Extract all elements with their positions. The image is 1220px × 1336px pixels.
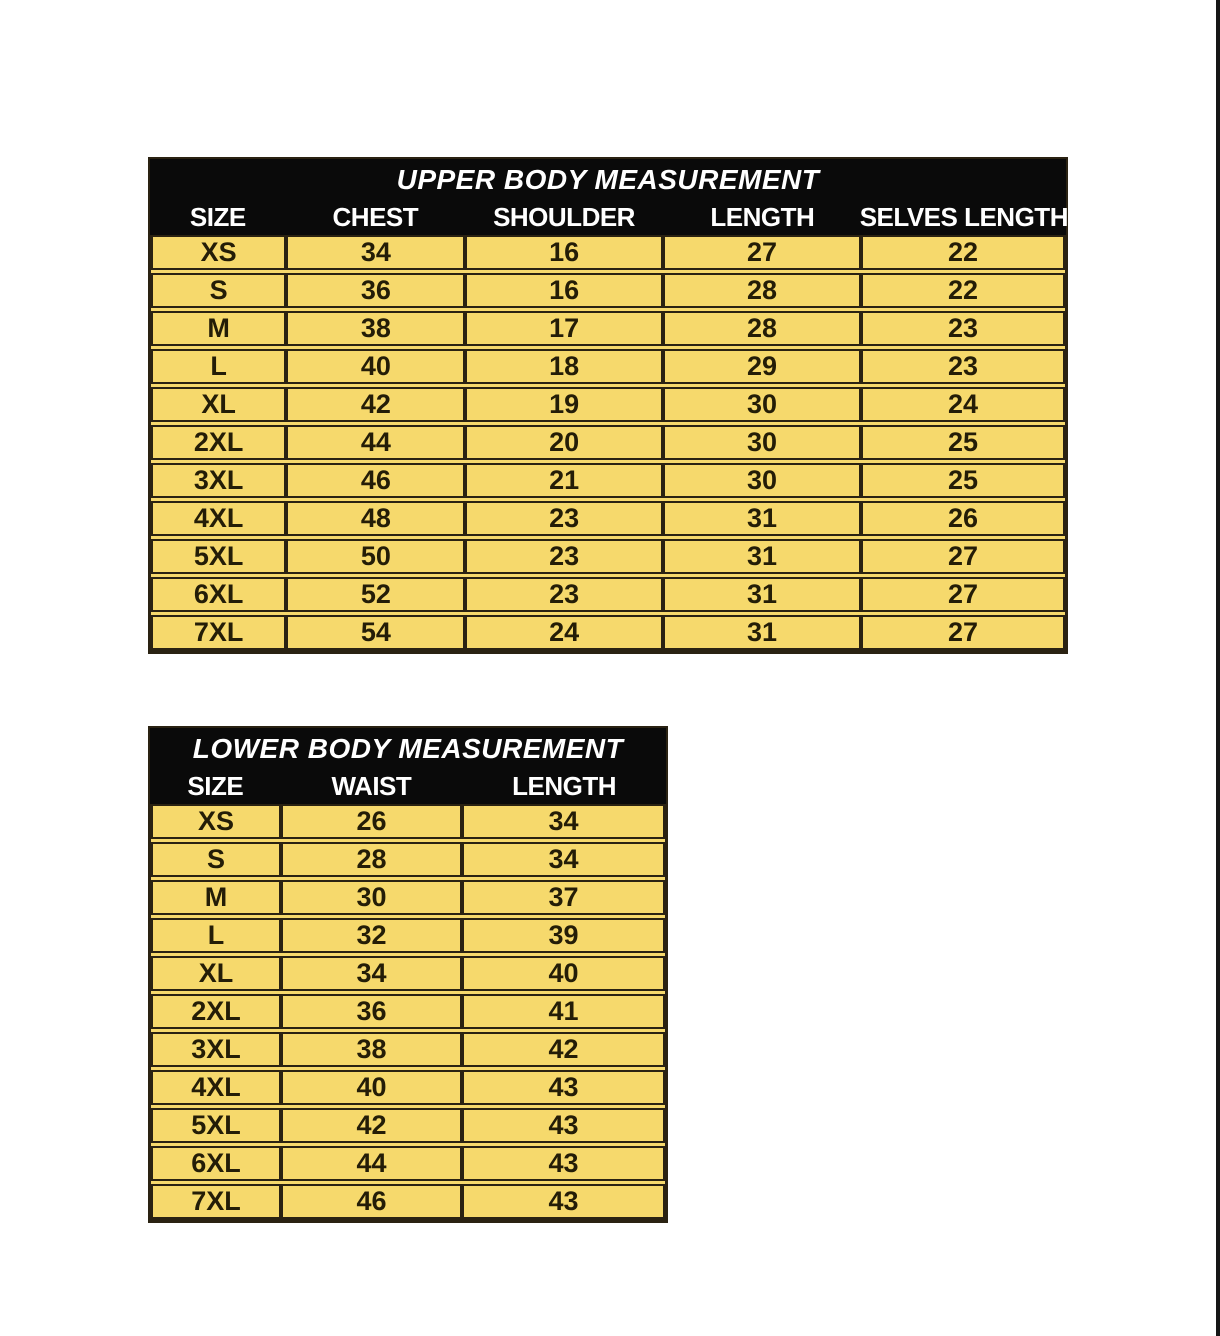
measurement-cell: 37 (462, 880, 665, 915)
measurement-cell: 30 (281, 880, 462, 915)
table-row (151, 842, 665, 877)
measurement-cell: 44 (281, 1146, 462, 1181)
size-cell: 7XL (151, 615, 286, 650)
size-cell: XS (151, 235, 286, 270)
upper-table-body (151, 235, 1065, 650)
measurement-cell: 36 (286, 273, 465, 308)
lower-table-column-headers (150, 769, 666, 804)
measurement-cell: 34 (462, 842, 665, 877)
table-row (151, 956, 665, 991)
measurement-cell: 23 (465, 501, 662, 536)
size-cell: 3XL (151, 463, 286, 498)
upper-table-column-headers (150, 200, 1066, 235)
measurement-cell: 21 (465, 463, 662, 498)
column-header: SELVES LENGTH (859, 202, 1068, 232)
measurement-cell: 44 (286, 425, 465, 460)
table-row (151, 501, 1065, 536)
measurement-cell: 22 (861, 273, 1065, 308)
measurement-cell: 31 (663, 615, 861, 650)
table-row (151, 349, 1065, 384)
size-cell: 2XL (151, 425, 286, 460)
measurement-cell: 27 (861, 539, 1065, 574)
measurement-cell: 22 (861, 235, 1065, 270)
column-header: CHEST (332, 202, 419, 232)
table-row (151, 804, 665, 839)
measurement-cell: 19 (465, 387, 662, 422)
size-cell: L (151, 918, 281, 953)
lower-table-title: LOWER BODY MEASUREMENT (192, 732, 624, 764)
measurement-cell: 18 (465, 349, 662, 384)
measurement-cell: 48 (286, 501, 465, 536)
column-header: SIZE (189, 202, 246, 232)
measurement-cell: 30 (663, 387, 861, 422)
size-cell: XL (151, 387, 286, 422)
measurement-cell: 52 (286, 577, 465, 612)
measurement-cell: 43 (462, 1108, 665, 1143)
measurement-cell: 16 (465, 235, 662, 270)
table-row (151, 1070, 665, 1105)
table-row (151, 235, 1065, 270)
measurement-cell: 17 (465, 311, 662, 346)
table-row (151, 1146, 665, 1181)
upper-body-size-table (148, 157, 1068, 654)
measurement-cell: 23 (861, 349, 1065, 384)
table-row (151, 918, 665, 953)
column-header: WAIST (331, 771, 412, 801)
measurement-cell: 28 (281, 842, 462, 877)
size-cell: S (151, 273, 286, 308)
measurement-cell: 54 (286, 615, 465, 650)
size-cell: 4XL (151, 1070, 281, 1105)
measurement-cell: 24 (465, 615, 662, 650)
measurement-cell: 40 (286, 349, 465, 384)
measurement-cell: 42 (462, 1032, 665, 1067)
table-row (151, 577, 1065, 612)
measurement-cell: 39 (462, 918, 665, 953)
size-cell: 6XL (151, 1146, 281, 1181)
measurement-cell: 43 (462, 1184, 665, 1219)
table-row (151, 311, 1065, 346)
size-cell: 7XL (151, 1184, 281, 1219)
measurement-cell: 20 (465, 425, 662, 460)
measurement-cell: 26 (281, 804, 462, 839)
table-row (151, 880, 665, 915)
column-header: SHOULDER (493, 202, 635, 232)
measurement-cell: 23 (465, 539, 662, 574)
measurement-cell: 38 (286, 311, 465, 346)
screen-right-edge-line (1216, 0, 1220, 1336)
size-cell: 6XL (151, 577, 286, 612)
size-cell: 4XL (151, 501, 286, 536)
measurement-cell: 34 (286, 235, 465, 270)
measurement-cell: 38 (281, 1032, 462, 1067)
measurement-cell: 34 (281, 956, 462, 991)
table-row (151, 994, 665, 1029)
size-cell: XS (151, 804, 281, 839)
measurement-cell: 30 (663, 425, 861, 460)
table-row (151, 273, 1065, 308)
table-row (151, 615, 1065, 650)
column-header: LENGTH (710, 202, 815, 232)
size-cell: M (151, 880, 281, 915)
measurement-cell: 29 (663, 349, 861, 384)
size-cell: XL (151, 956, 281, 991)
measurement-cell: 32 (281, 918, 462, 953)
size-cell: 2XL (151, 994, 281, 1029)
measurement-cell: 24 (861, 387, 1065, 422)
measurement-cell: 50 (286, 539, 465, 574)
measurement-cell: 28 (663, 311, 861, 346)
upper-table-title: UPPER BODY MEASUREMENT (396, 163, 820, 195)
table-row (151, 387, 1065, 422)
lower-table-body (151, 804, 665, 1219)
measurement-cell: 36 (281, 994, 462, 1029)
measurement-cell: 42 (286, 387, 465, 422)
measurement-cell: 23 (465, 577, 662, 612)
table-row (151, 1108, 665, 1143)
upper-table-header-band (150, 159, 1066, 235)
measurement-cell: 28 (663, 273, 861, 308)
column-header: LENGTH (512, 771, 617, 801)
table-row (151, 539, 1065, 574)
measurement-cell: 31 (663, 539, 861, 574)
measurement-cell: 25 (861, 463, 1065, 498)
measurement-cell: 27 (861, 615, 1065, 650)
measurement-cell: 34 (462, 804, 665, 839)
measurement-cell: 26 (861, 501, 1065, 536)
size-cell: S (151, 842, 281, 877)
table-row (151, 425, 1065, 460)
lower-body-size-table (148, 726, 668, 1223)
table-row (151, 1184, 665, 1219)
measurement-cell: 25 (861, 425, 1065, 460)
size-cell: 5XL (151, 539, 286, 574)
measurement-cell: 23 (861, 311, 1065, 346)
size-cell: 3XL (151, 1032, 281, 1067)
column-header: SIZE (187, 771, 244, 801)
size-cell: 5XL (151, 1108, 281, 1143)
table-row (151, 463, 1065, 498)
measurement-cell: 46 (286, 463, 465, 498)
measurement-cell: 30 (663, 463, 861, 498)
measurement-cell: 16 (465, 273, 662, 308)
measurement-cell: 42 (281, 1108, 462, 1143)
table-row (151, 1032, 665, 1067)
measurement-cell: 43 (462, 1070, 665, 1105)
measurement-cell: 40 (462, 956, 665, 991)
measurement-cell: 46 (281, 1184, 462, 1219)
lower-table-header-band (150, 728, 666, 804)
measurement-cell: 31 (663, 577, 861, 612)
size-cell: M (151, 311, 286, 346)
measurement-cell: 43 (462, 1146, 665, 1181)
size-cell: L (151, 349, 286, 384)
measurement-cell: 40 (281, 1070, 462, 1105)
measurement-cell: 27 (663, 235, 861, 270)
measurement-cell: 31 (663, 501, 861, 536)
measurement-cell: 41 (462, 994, 665, 1029)
measurement-cell: 27 (861, 577, 1065, 612)
